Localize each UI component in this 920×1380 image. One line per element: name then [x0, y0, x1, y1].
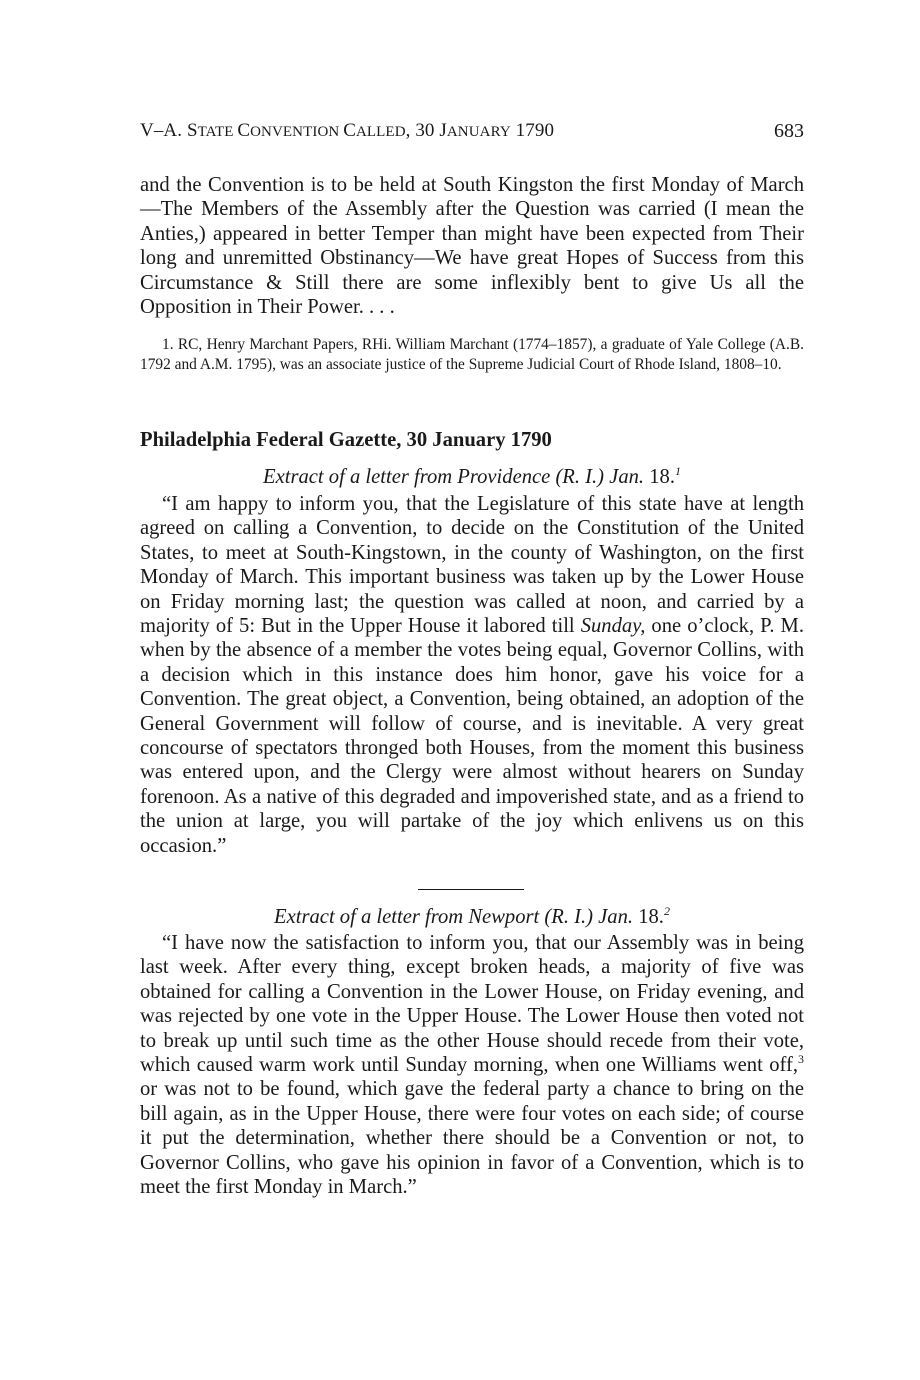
extract-heading-newport: Extract of a letter from Newport (R. I.) Jan. 18.$^2$ — [274, 904, 670, 928]
section-title: Philadelphia Federal Gazette, 30 January 1790 — [140, 429, 552, 451]
extract-body-providence: “I am happy to inform you, that the Legislature of this state have at length agreed on calling a Convention, to decide on the Constitution of the United States, to meet at South-Kingstown, in the county of Washington, on the first Monday of March. This important business was taken up by the Lower House on Friday morning last; the question was called at noon, and carried by a majority of 5: But in the Upper House it labored till Sunday, one o’clock, P. M. when by the absence of a member the votes being equal, Governor Collins, with a decision which in this instance does him honor, gave his voice for a Convention. The great object, a Convention, being obtained, an adoption of the General Government will follow of course, and is inevitable. A very great concourse of spectators thronged both Houses, from the moment this business was entered upon, and the Clergy were almost without hearers on Sunday forenoon. As a native of this degraded and impoverished state, and as a friend to the union at large, you will partake of the joy which enlivens us on this occasion.” — [140, 493, 804, 857]
extract-heading-providence: Extract of a letter from Providence (R. I.) Jan. 18.$^1$ — [263, 464, 681, 488]
footnote: 1. RC, Henry Marchant Papers, RHi. William Marchant (1774–1857), a graduate of Yale College (A.B. 1792 and A.M. 1795), was an associate justice of the Supreme Judicial Court of Rhode Island, 1808–10. — [140, 336, 804, 373]
extract-body-newport: “I have now the satisfaction to inform you, that our Assembly was in being last week. After every thing, except broken heads, a majority of five was obtained for calling a Convention in the Lower House, on Friday evening, and was rejected by one vote in the Upper House. The Lower House then voted not to break up until such time as the other House should recede from their vote, which caused warm work until Sunday morning, when one Williams went off,$^3$ or was not to be found, which gave the federal party a chance to bring on the bill again, as in the Upper House, there were four votes on each side; of course it put the determination, whether there should be a Convention or not, to Governor Collins, who gave his opinion in favor of a Convention, which is to meet the first Monday in March.” — [140, 932, 804, 1199]
footnote-ref: 3 — [798, 1052, 804, 1067]
section-divider — [418, 889, 524, 890]
running-header — [140, 120, 804, 150]
footnote-ref: 2 — [663, 904, 670, 919]
continuation-paragraph: and the Convention is to be held at South Kingston the first Monday of March—The Members of the Assembly after the Question was carried (I mean the Anties,) appeared in better Temper than might have been expected from Their long and unremitted Obstinancy—We have great Hopes of Success from this Circumstance & Still there are some inflexibly bent to give Us all the Opposition in Their Power. . . . — [140, 174, 804, 319]
running-header-title: V–A. STATE CONVENTION CALLED, 30 JANUARY 1790 — [140, 120, 555, 141]
page-number: 683 — [774, 120, 804, 142]
footnote-ref: 1 — [674, 464, 681, 479]
